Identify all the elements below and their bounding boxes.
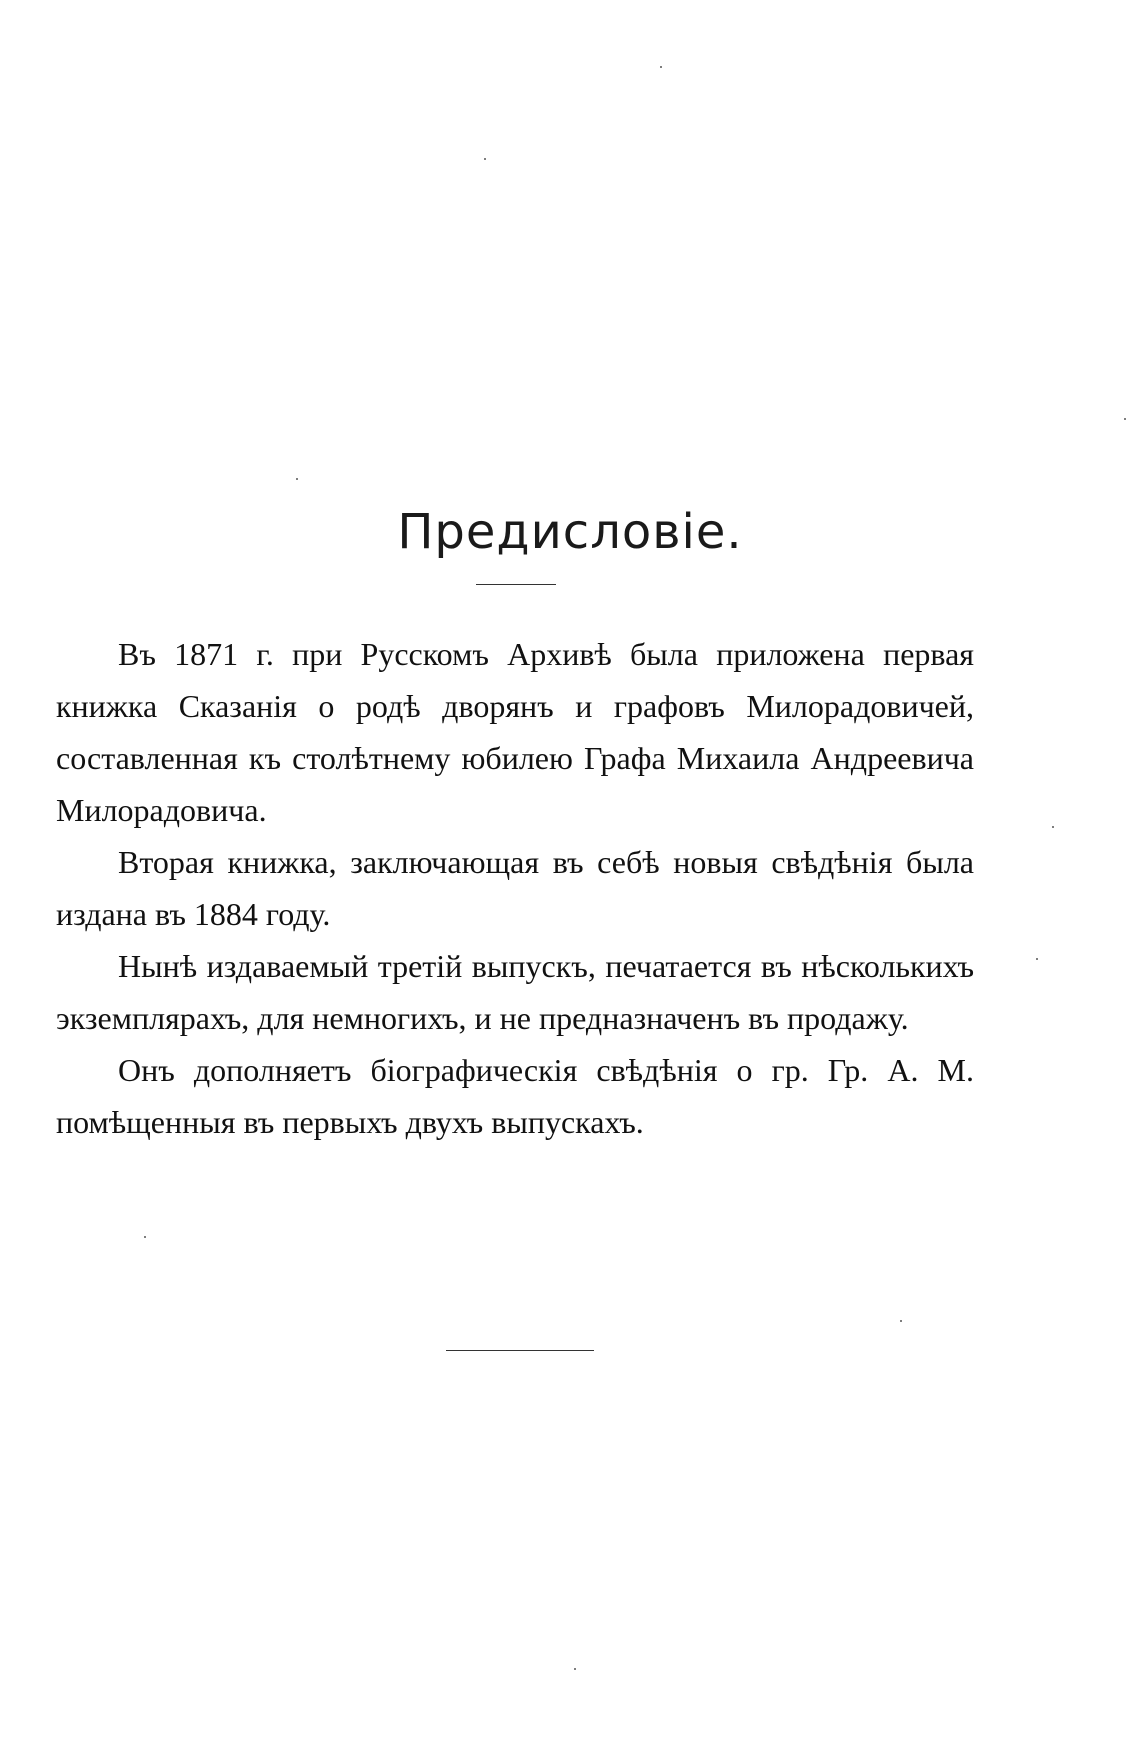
paragraph-2: Вторая книжка, заключающая въ себѣ новыя свѣдѣнія была издана въ 1884 году. (56, 844, 974, 932)
print-speck (574, 1668, 576, 1670)
title-divider (476, 584, 556, 585)
print-speck (296, 478, 298, 480)
print-speck (1036, 958, 1038, 960)
print-speck (1052, 826, 1054, 828)
print-speck (484, 158, 486, 160)
print-speck (660, 66, 662, 68)
print-speck (1124, 418, 1126, 420)
paragraph-1: Въ 1871 г. при Русскомъ Архивѣ была приложена первая книжка Сказанія о родѣ дворянъ и графовъ Милорадовичей, составленная къ столѣтнему юбилею Графа Михаила Андреевича Милорадовича. (56, 636, 974, 828)
print-speck (900, 1320, 902, 1322)
paragraph-4: Онъ дополняетъ біографическія свѣдѣнія о гр. Гр. А. М. помѣщенныя въ первыхъ двухъ выпускахъ. (56, 1052, 974, 1140)
paragraph-3: Нынѣ издаваемый третій выпускъ, печатается въ нѣсколькихъ экземплярахъ, для немногихъ, и не предназначенъ въ продажу. (56, 948, 974, 1036)
print-speck (144, 1236, 146, 1238)
page-title: Предисловіе. (397, 504, 743, 561)
preface-body (56, 628, 974, 1148)
closing-divider (446, 1350, 594, 1351)
